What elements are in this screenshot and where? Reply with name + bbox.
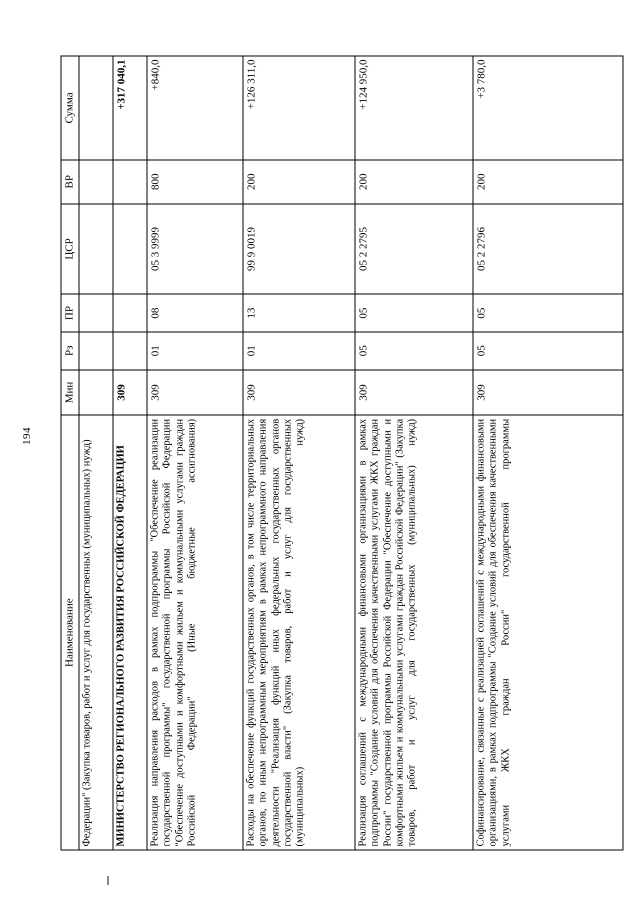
rotated-table-wrapper — [61, 55, 581, 850]
cell-min: 309 — [473, 369, 623, 415]
cell-csr — [113, 203, 147, 294]
cell-min: 309 — [355, 369, 473, 415]
cell-rz: 01 — [147, 331, 243, 369]
column-header-rz: Рз — [61, 331, 79, 369]
cell-csr: 05 3 9999 — [147, 203, 243, 294]
cell-min: 309 — [113, 369, 147, 415]
budget-table — [61, 55, 624, 850]
table-row — [473, 56, 623, 850]
cell-name: Федерации" (Закупка товаров, работ и услуг для государственных (муниципальных) нужд) — [79, 415, 113, 850]
cell-vr: 200 — [355, 159, 473, 203]
column-header-pr: ПР — [61, 294, 79, 332]
cell-name: Расходы на обеспечение функций государственных органов, в том числе территориальных органов, по иным непрограммным мероприятиям в рамках непрограммного направления деятельности "Реализация функций иных федеральных государственных органов государственной власти" (Закупка товаров, работ и услуг для государственных (муниципальных) нужд) — [243, 415, 355, 850]
cell-pr: 13 — [243, 294, 355, 332]
cell-vr: 200 — [243, 159, 355, 203]
cell-name: Реализация соглашений с международными финансовыми организациями в рамках подпрограммы "Создание условий для обеспечения качественными услугами ЖКХ граждан России" государственной программы Российской Федерации "Обеспечение доступными и комфортными жильем и коммунальными услугами граждан Российской Федерации" (Закупка товаров, работ и услуг для государственных (муниципальных) нужд) — [355, 415, 473, 850]
table-header-row — [61, 56, 79, 850]
table-header — [61, 56, 79, 850]
column-header-sum: Сумма — [61, 56, 79, 160]
cell-pr — [113, 294, 147, 332]
cell-min — [79, 369, 113, 415]
cell-sum — [79, 56, 113, 160]
cell-csr — [79, 203, 113, 294]
cell-vr — [113, 159, 147, 203]
table-row — [243, 56, 355, 850]
cell-sum: +3 780,0 — [473, 56, 623, 160]
cell-pr: 08 — [147, 294, 243, 332]
cell-min: 309 — [243, 369, 355, 415]
table-row — [79, 56, 113, 850]
scan-artifact-mark — [107, 876, 109, 885]
cell-sum: +124 950,0 — [355, 56, 473, 160]
cell-csr: 99 9 0019 — [243, 203, 355, 294]
table-row — [147, 56, 243, 850]
cell-pr: 05 — [355, 294, 473, 332]
cell-name: Софинансирование, связанные с реализацией соглашений с международными финансовыми организациями, в рамках подпрограммы "Создание условий для обеспечения качественными услугами ЖКХ граждан России" государственной программы — [473, 415, 623, 850]
cell-name: МИНИСТЕРСТВО РЕГИОНАЛЬНОГО РАЗВИТИЯ РОССИЙСКОЙ ФЕДЕРАЦИИ — [113, 415, 147, 850]
cell-rz — [79, 331, 113, 369]
cell-rz — [113, 331, 147, 369]
table-body — [79, 56, 623, 850]
cell-csr: 05 2 2795 — [355, 203, 473, 294]
cell-rz: 01 — [243, 331, 355, 369]
cell-csr: 05 2 2796 — [473, 203, 623, 294]
cell-sum: +126 311,0 — [243, 56, 355, 160]
cell-vr — [79, 159, 113, 203]
cell-pr: 05 — [473, 294, 623, 332]
cell-rz: 05 — [473, 331, 623, 369]
column-header-vr: ВР — [61, 159, 79, 203]
page-number: 194 — [21, 427, 33, 445]
cell-vr: 800 — [147, 159, 243, 203]
column-header-min: Мин — [61, 369, 79, 415]
cell-rz: 05 — [355, 331, 473, 369]
cell-sum: +317 040,1 — [113, 56, 147, 160]
cell-min: 309 — [147, 369, 243, 415]
column-header-csr: ЦСР — [61, 203, 79, 294]
table-row — [113, 56, 147, 850]
cell-sum: +840,0 — [147, 56, 243, 160]
column-header-name: Наименование — [61, 415, 79, 850]
table-row — [355, 56, 473, 850]
cell-vr: 200 — [473, 159, 623, 203]
cell-name: Реализация направления расходов в рамках подпрограммы "Обеспечение реализации государственной программы" государственной программы Российской Федерации "Обеспечение доступными и комфортными жильем и коммунальными услугами граждан Российской Федерации" (Иные бюджетные ассигнования) — [147, 415, 243, 850]
cell-pr — [79, 294, 113, 332]
